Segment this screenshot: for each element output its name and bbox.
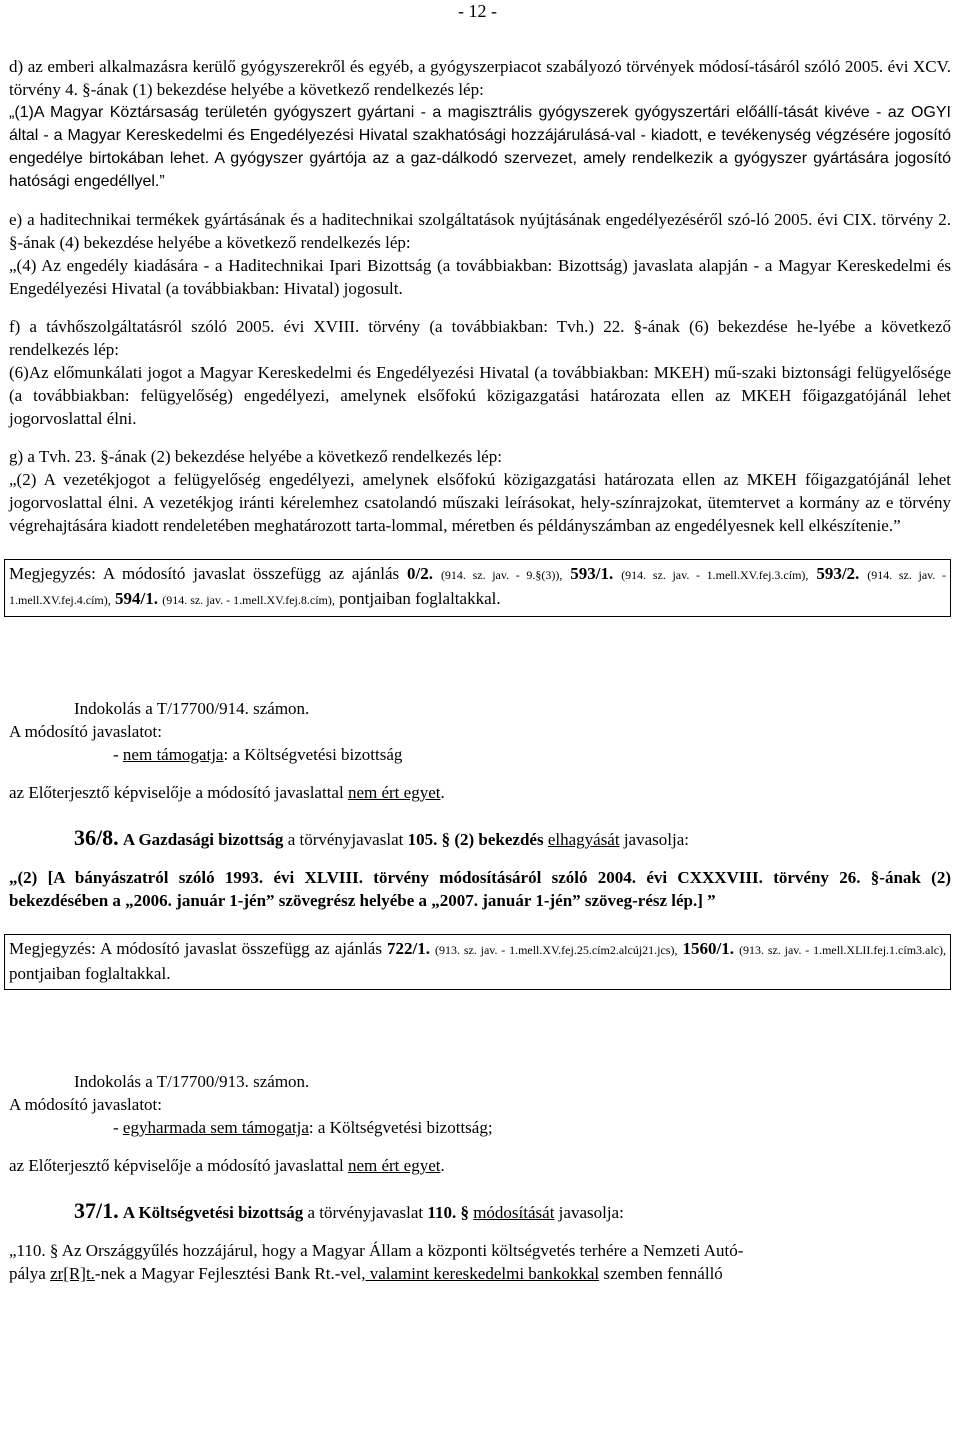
quote-part-underlined: , valamint kereskedelmi bankokkal bbox=[361, 1264, 600, 1283]
item-sub: § bbox=[460, 1203, 469, 1222]
section-d-heading: d) az emberi alkalmazásra kerülő gyógyszerekről és egyéb, a gyógyszerpiacot szabályozó törvények módosí-tásáról szóló 2005. évi XCV. törvény 4. §-ának (1) bekezdése helyébe a következő rendelkezés lép: bbox=[9, 57, 951, 99]
section-g-text: „(2) A vezetékjogot a felügyelőség engedélyezi, amelynek elsőfokú közigazgatási határozata ellen az MKEH főigazgatójánál lehet jogorvoslattal élni. A vezetékjog iránti kérelemhez csatolandó műszaki leírásokat, hely-színrajzokat, ütemtervet a kormány az e törvény végrehajtására kiadott rendeletében meghatározott tarta-lommal, méretben és példányszámban az engedélyesnek kell elkészítenie.” bbox=[9, 470, 951, 535]
note-box-2 bbox=[4, 934, 951, 990]
quote-part: pálya bbox=[9, 1264, 51, 1283]
note-2-ref: 1560/1. bbox=[682, 939, 735, 958]
reasoning-2-representative bbox=[9, 1154, 951, 1177]
note-1-ref: 593/1. bbox=[570, 564, 614, 583]
item-36-8-heading bbox=[74, 826, 951, 851]
decision-text: egyharmada sem támogatja bbox=[122, 1118, 309, 1137]
decision-suffix: : a Költségvetési bizottság; bbox=[308, 1118, 493, 1137]
reasoning-1-representative bbox=[9, 781, 951, 804]
note-2-lead: Megjegyzés: A módosító javaslat összefügg az ajánlás bbox=[9, 939, 382, 958]
item-action: módosítását bbox=[473, 1203, 555, 1222]
note-1-ref: 593/2. bbox=[816, 564, 860, 583]
reasoning-1-label: A módosító javaslatot: bbox=[9, 722, 162, 741]
rep-decision: nem ért egyet bbox=[347, 783, 441, 802]
item-number: 37/1. bbox=[74, 1198, 119, 1223]
section-f-text: (6)Az előmunkálati jogot a Magyar Kereskedelmi és Engedélyezési Hivatal (a továbbiakban: MKEH) mű-szaki biztonsági felügyelősége (a továbbiakban: felügyelőség) engedélyezi, amelynek elsőfokú közigazgatási határozata ellen az MKEH főigazgatójánál lehet jogorvoslattal élni. bbox=[9, 363, 951, 428]
note-2-ref-detail: (913. sz. jav. - 1.mell.XV.fej.25.cím2.alcúj21.jcs), bbox=[435, 943, 678, 957]
rep-prefix: az Előterjesztő képviselője a módosító javaslattal bbox=[9, 783, 348, 802]
item-number: 36/8. bbox=[74, 825, 119, 850]
note-1-ref-detail: (914. sz. jav. - 1.mell.XV.fej.4.cím), bbox=[9, 568, 947, 607]
item-committee: A Költségvetési bizottság bbox=[122, 1203, 304, 1222]
item-sub: § (2) bekezdés bbox=[441, 830, 544, 849]
decision-prefix: - bbox=[113, 745, 123, 764]
item-action: elhagyását bbox=[547, 830, 620, 849]
note-1-ref: 0/2. bbox=[407, 564, 434, 583]
section-f-heading: f) a távhőszolgáltatásról szóló 2005. évi XVIII. törvény (a továbbiakban: Tvh.) 22. §-ának (6) bekezdése he-lyébe a következő rendelkezés lép: bbox=[9, 317, 951, 359]
note-1-ref-detail: (914. sz. jav. - 1.mell.XV.fej.8.cím), bbox=[162, 593, 335, 607]
document-body bbox=[9, 55, 951, 1285]
quote-part: -nek a Magyar Fejlesztési Bank Rt.-vel bbox=[94, 1264, 362, 1283]
note-2-tail: pontjaiban foglaltakkal. bbox=[9, 964, 171, 983]
reasoning-2-decision bbox=[113, 1116, 951, 1139]
note-2-ref: 722/1. bbox=[387, 939, 430, 958]
item-end: javasolja: bbox=[558, 1203, 624, 1222]
item-committee: A Gazdasági bizottság bbox=[122, 830, 284, 849]
decision-suffix: : a Költségvetési bizottság bbox=[223, 745, 403, 764]
rep-decision: nem ért egyet bbox=[347, 1156, 441, 1175]
rep-suffix: . bbox=[440, 1156, 445, 1175]
item-section: 110. bbox=[427, 1203, 457, 1222]
decision-text: nem támogatja bbox=[122, 745, 224, 764]
section-g-heading: g) a Tvh. 23. §-ának (2) bekezdése helyébe a következő rendelkezés lép: bbox=[9, 447, 502, 466]
note-2-ref-detail: (913. sz. jav. - 1.mell.XLII.fej.1.cím3.alc), bbox=[739, 943, 947, 957]
section-e-text: „(4) Az engedély kiadására - a Haditechnikai Ipari Bizottság (a továbbiakban: Bizottság) javaslata alapján - a Magyar Kereskedelmi és Engedélyezési Hivatal (a továbbiakban: Hivatal) jogosult. bbox=[9, 256, 951, 298]
item-37-1-quote-line1: „110. § Az Országgyűlés hozzájárul, hogy a Magyar Állam a központi költségvetés terhére a Nemzeti Autó- bbox=[9, 1241, 744, 1260]
note-1-lead: Megjegyzés: A módosító javaslat összefügg az ajánlás bbox=[9, 564, 400, 583]
quote-part-underlined: zr[R]t. bbox=[50, 1264, 95, 1283]
reasoning-2-indoklas: Indokolás a T/17700/913. számon. bbox=[74, 1072, 310, 1091]
rep-suffix: . bbox=[440, 783, 445, 802]
decision-prefix: - bbox=[113, 1118, 123, 1137]
item-36-8-quote: „(2) [A bányászatról szóló 1993. évi XLVIII. törvény módosításáról szóló 2004. évi CXXXVIII. törvény 26. §-ának (2) bekezdésében a „2006. január 1-jén” szövegrész helyébe a „2007. január 1-jén” szöveg-rész lép.] ” bbox=[9, 868, 951, 910]
note-box-1 bbox=[4, 559, 951, 617]
note-1-tail: pontjaiban foglaltakkal. bbox=[339, 589, 501, 608]
section-d-text: „(1)A Magyar Köztársaság területén gyógyszert gyártani - a magisztrális gyógyszerek gyógyszertári előállí-tását kivéve - az OGYI által - a Magyar Kereskedelmi és Engedélyezési Hivatal szakhatósági hozzájárulásá-val - kiadott, e tevékenység végzésére jogosító engedélye birtokában lehet. A gyógyszer gyártója az a gaz-dálkodó szervezet, amely rendelkezik a gyógyszer gyártására jogosító hatósági engedéllyel.” bbox=[9, 104, 951, 190]
item-37-1-heading bbox=[74, 1199, 951, 1224]
section-e-heading: e) a haditechnikai termékek gyártásának és a haditechnikai szolgáltatások nyújtásának engedélyezéséről szó-ló 2005. évi CIX. törvény 2. §-ának (4) bekezdése helyébe a következő rendelkezés lép: bbox=[9, 210, 951, 252]
item-middle: a törvényjavaslat bbox=[307, 1203, 424, 1222]
note-1-ref-detail: (914. sz. jav. - 1.mell.XV.fej.3.cím), bbox=[621, 568, 809, 582]
item-middle: a törvényjavaslat bbox=[287, 830, 404, 849]
page-number: - 12 - bbox=[458, 1, 497, 21]
note-1-ref-detail: (914. sz. jav. - 9.§(3)), bbox=[440, 568, 563, 582]
note-1-ref: 594/1. bbox=[115, 589, 158, 608]
item-37-1-quote-line2 bbox=[9, 1262, 951, 1285]
item-end: javasolja: bbox=[623, 830, 689, 849]
reasoning-2-label: A módosító javaslatot: bbox=[9, 1095, 162, 1114]
item-section: 105. bbox=[407, 830, 438, 849]
reasoning-1-decision bbox=[113, 743, 951, 766]
rep-prefix: az Előterjesztő képviselője a módosító javaslattal bbox=[9, 1156, 348, 1175]
reasoning-1-indoklas: Indokolás a T/17700/914. számon. bbox=[74, 699, 310, 718]
quote-part: szemben fennálló bbox=[599, 1264, 723, 1283]
